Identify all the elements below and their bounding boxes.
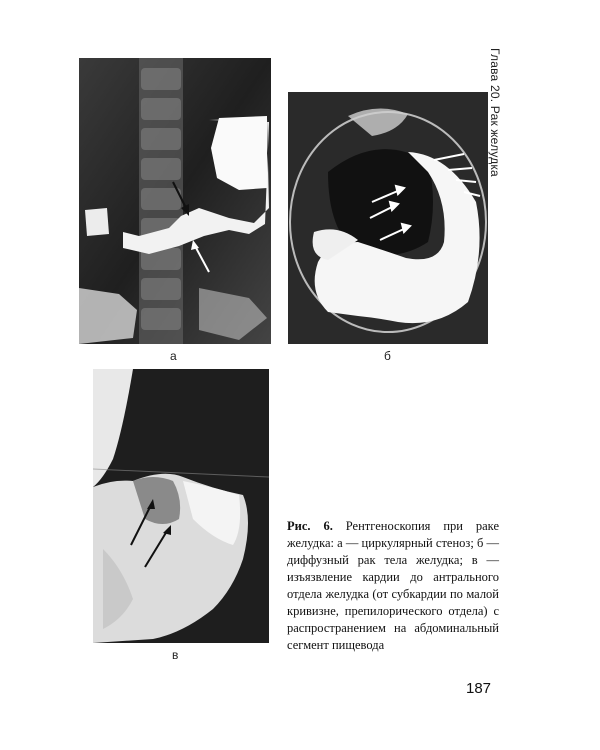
page-number: 187 bbox=[466, 680, 492, 697]
xray-image-b bbox=[288, 92, 488, 344]
panel-label-b: б bbox=[384, 349, 391, 363]
figure-reference: Рис. 6. bbox=[287, 519, 333, 533]
caption-text: Рентгеноскопия при раке желудка: а — циркулярный стеноз; б — диффузный рак тела желудка; в — изъязвление кардии до антрального отдела желудка (от субкардии по малой кривизне, препилорического отдела) с распространением на абдоминальный сегмент пищевода bbox=[287, 519, 499, 652]
panel-label-a: а bbox=[170, 349, 177, 363]
xray-image-a bbox=[79, 58, 271, 344]
xray-image-c bbox=[93, 369, 269, 643]
figure-caption bbox=[287, 518, 499, 654]
panel-label-c: в bbox=[172, 648, 179, 662]
running-head: Глава 20. Рак желудка bbox=[488, 48, 502, 177]
